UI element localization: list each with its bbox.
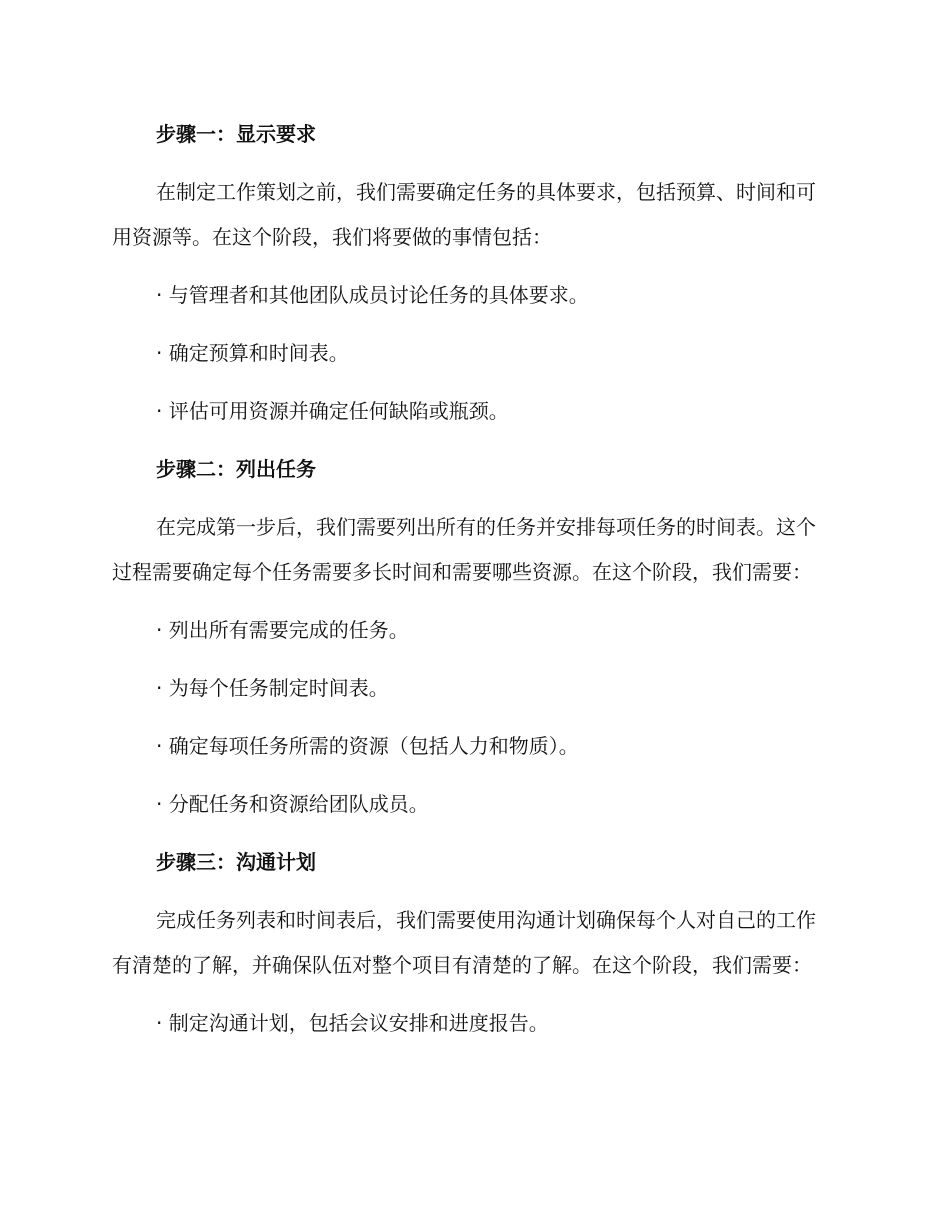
section-heading: 步骤三：沟通计划 — [156, 850, 316, 874]
section-paragraph: 在制定工作策划之前，我们需要确定任务的具体要求，包括预算、时间和可用资源等。在这个阶段，我们将要做的事情包括： — [112, 180, 816, 249]
list-item: · 制定沟通计划，包括会议安排和进度报告。 — [156, 1011, 549, 1035]
list-item: · 确定预算和时间表。 — [156, 341, 349, 365]
list-item: · 确定每项任务所需的资源（包括人力和物质）。 — [156, 734, 579, 758]
list-item: · 为每个任务制定时间表。 — [156, 676, 389, 700]
section-paragraph: 在完成第一步后，我们需要列出所有的任务并安排每项任务的时间表。这个过程需要确定每个任务需要多长时间和需要哪些资源。在这个阶段，我们需要： — [112, 515, 816, 584]
section-step-1 — [112, 112, 829, 434]
list-item: · 与管理者和其他团队成员讨论任务的具体要求。 — [156, 283, 589, 307]
list-item: · 分配任务和资源给团队成员。 — [156, 792, 429, 816]
section-heading: 步骤一：显示要求 — [156, 122, 316, 146]
section-heading: 步骤二：列出任务 — [156, 457, 316, 481]
section-step-2 — [112, 447, 829, 827]
list-item: · 评估可用资源并确定任何缺陷或瓶颈。 — [156, 399, 509, 423]
list-item: · 列出所有需要完成的任务。 — [156, 618, 409, 642]
section-paragraph: 完成任务列表和时间表后，我们需要使用沟通计划确保每个人对自己的工作有清楚的了解，并确保队伍对整个项目有清楚的了解。在这个阶段，我们需要： — [112, 908, 816, 977]
section-step-3 — [112, 840, 829, 1046]
